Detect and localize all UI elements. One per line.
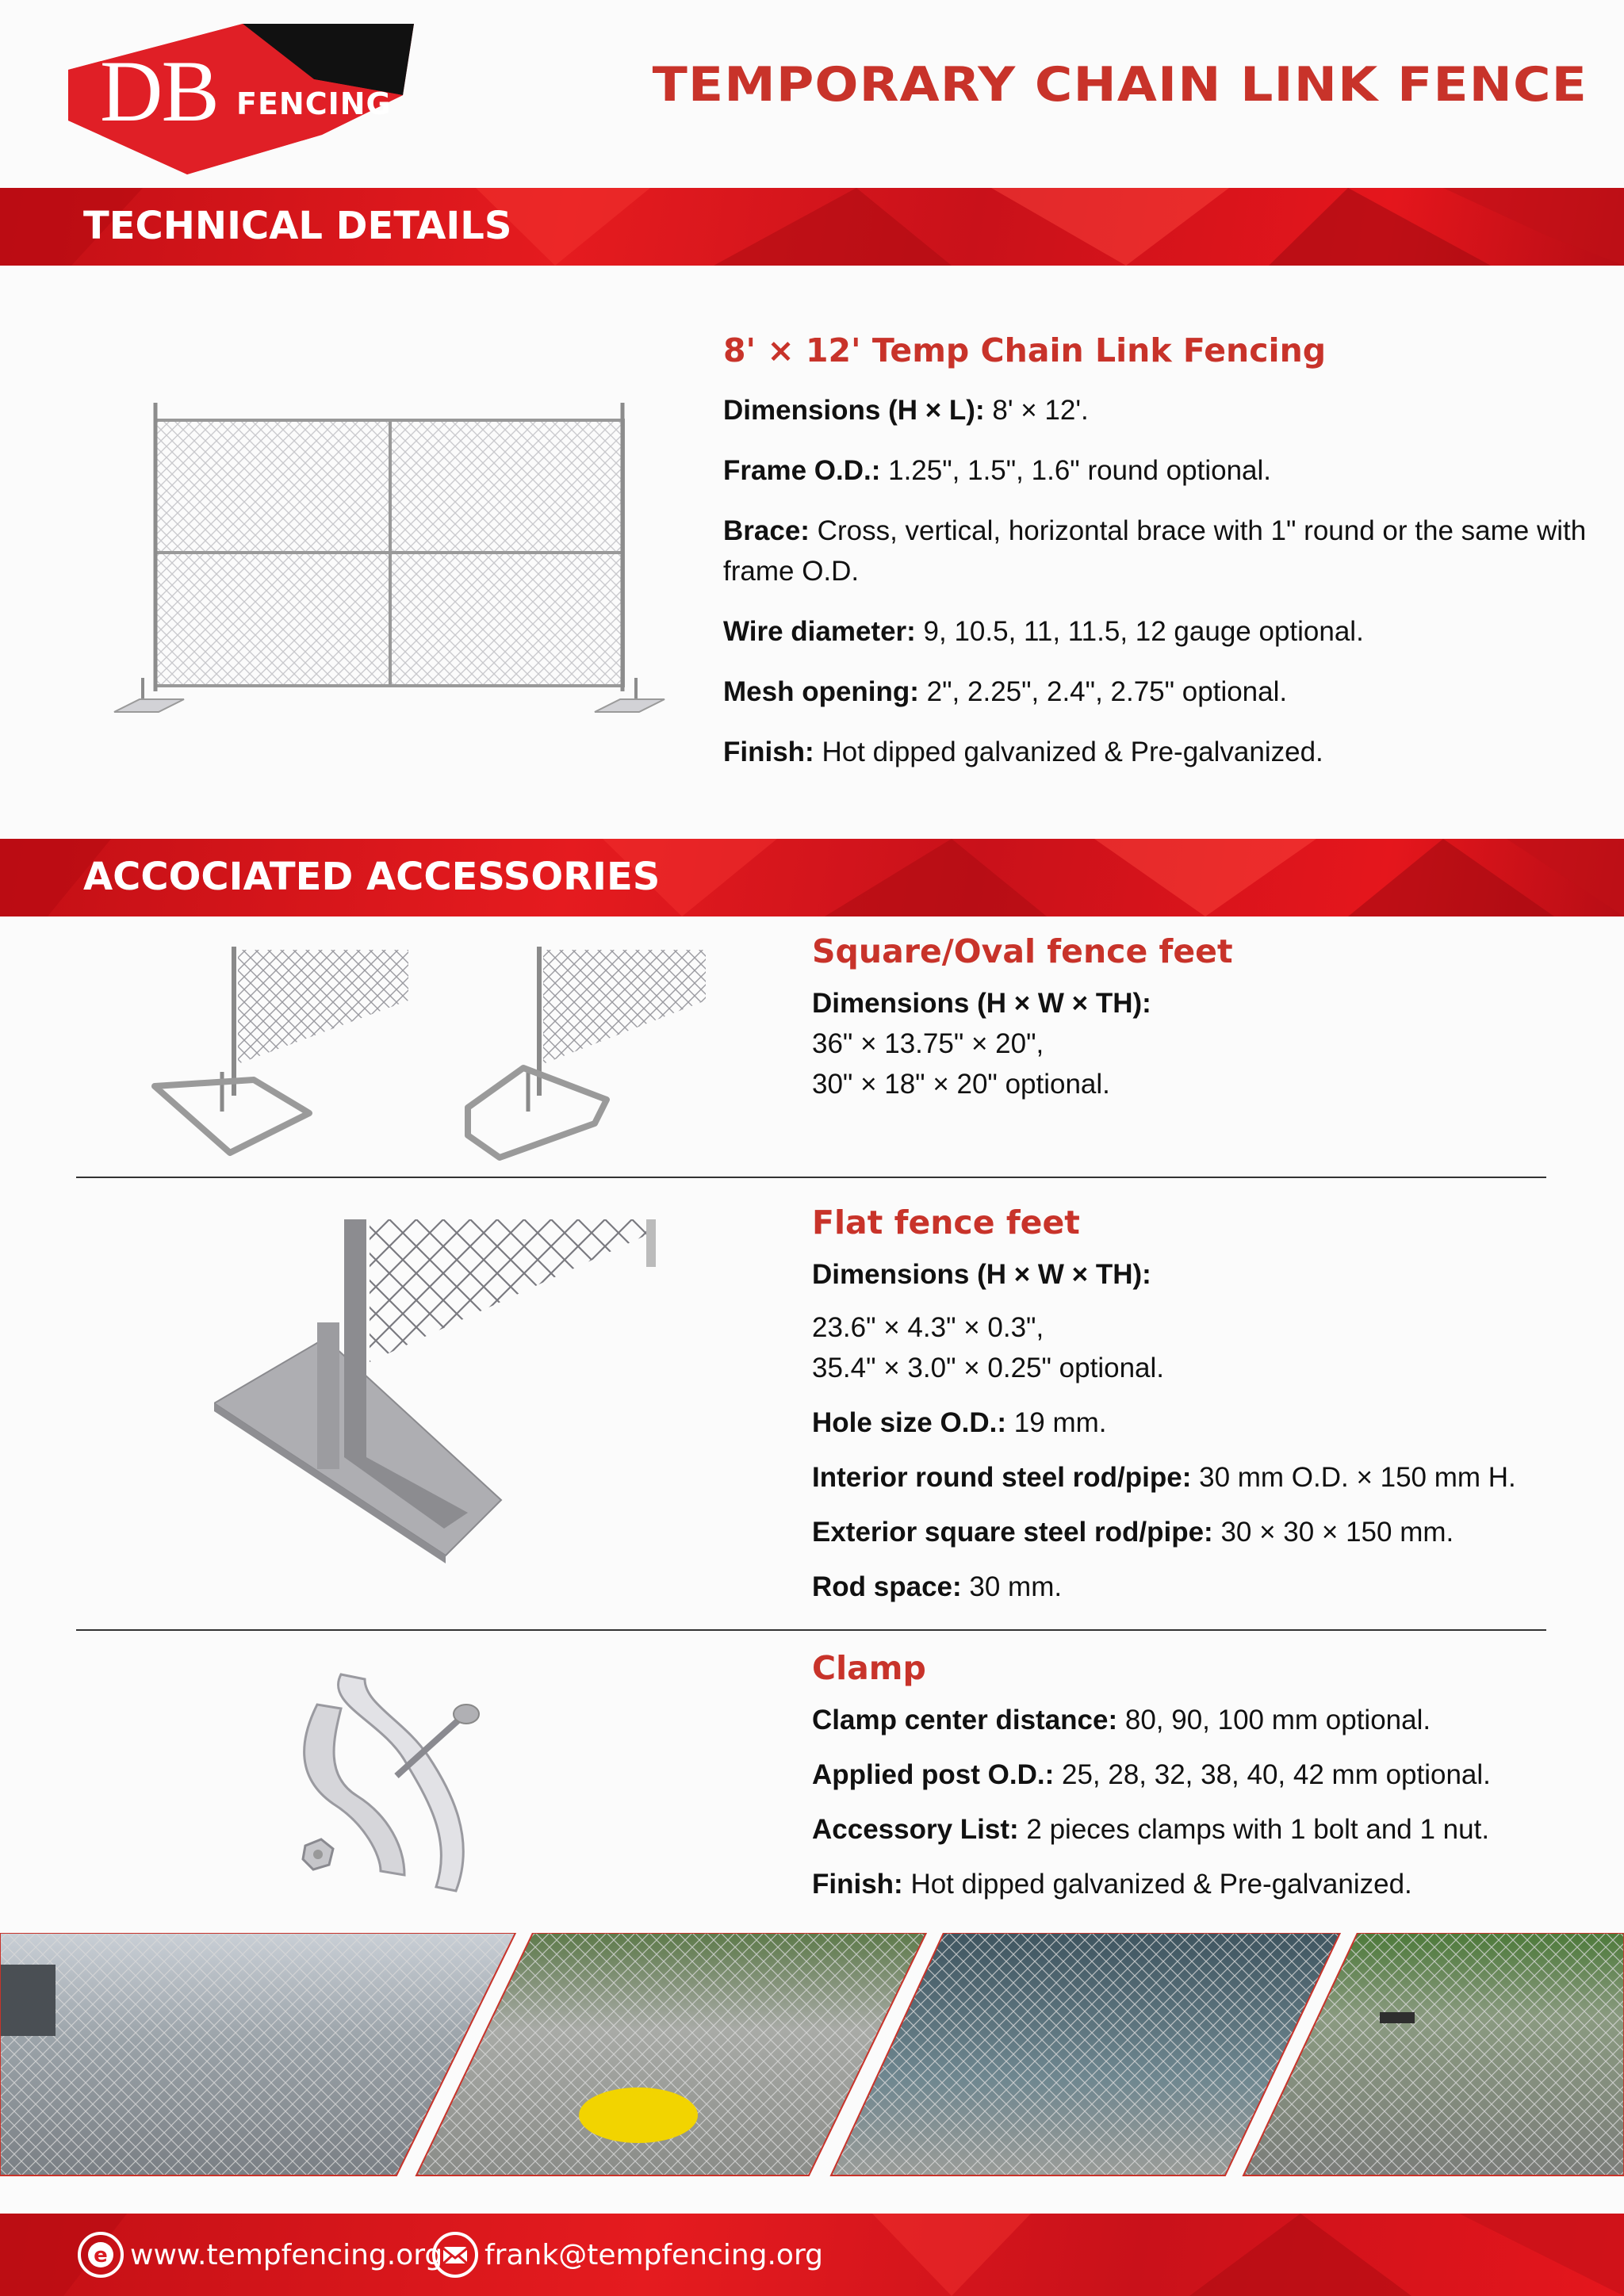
spec-applied-post: Applied post O.D.: 25, 28, 32, 38, 40, 42 mm optional. xyxy=(812,1759,1491,1790)
flat-fence-feet-title: Flat fence feet xyxy=(812,1203,1080,1242)
globe-icon xyxy=(78,2232,124,2278)
accessories-banner xyxy=(0,839,1624,916)
logo-fencing-text: FENCING xyxy=(236,86,392,121)
clamp-title: Clamp xyxy=(812,1649,926,1687)
website-link[interactable]: www.tempfencing.org xyxy=(130,2238,443,2271)
technical-details-title: TECHNICAL DETAILS xyxy=(83,204,512,248)
square-oval-feet-title: Square/Oval fence feet xyxy=(812,932,1233,970)
flat-fence-feet-image xyxy=(214,1219,658,1568)
product-title: 8' × 12' Temp Chain Link Fencing xyxy=(723,331,1327,369)
spec-dimensions: Dimensions (H × L): 8' × 12'. xyxy=(723,395,1089,426)
technical-details-banner xyxy=(0,188,1624,266)
spec-brace: Brace: Cross, vertical, horizontal brace with 1" round or the same with frame O.D. xyxy=(723,515,1587,587)
logo-db-text: DB xyxy=(100,43,218,140)
flat-fence-feet-specs xyxy=(812,1200,1597,1607)
spec-frame-od: Frame O.D.: 1.25", 1.5", 1.6" round optional. xyxy=(723,455,1272,486)
feet-dimensions-line1: 36" × 13.75" × 20", xyxy=(812,1028,1044,1059)
spec-interior-rod: Interior round steel rod/pipe: 30 mm O.D. × 150 mm H. xyxy=(812,1462,1516,1493)
document-title: TEMPORARY CHAIN LINK FENCE xyxy=(652,57,1588,113)
spec-mesh-opening: Mesh opening: 2", 2.25", 2.4", 2.75" optional. xyxy=(723,676,1288,707)
mail-icon xyxy=(432,2232,478,2278)
spec-clamp-finish: Finish: Hot dipped galvanized & Pre-galvanized. xyxy=(812,1869,1412,1900)
technical-specs xyxy=(723,328,1588,772)
svg-text:e: e xyxy=(94,2244,108,2267)
spec-finish: Finish: Hot dipped galvanized & Pre-galvanized. xyxy=(723,737,1323,767)
spec-accessory-list: Accessory List: 2 pieces clamps with 1 bolt and 1 nut. xyxy=(812,1814,1490,1845)
installation-photo-strip xyxy=(0,1933,1624,2180)
clamp-specs xyxy=(812,1646,1597,1904)
flat-dimensions-line1: 23.6" × 4.3" × 0.3", xyxy=(812,1312,1044,1343)
section-divider xyxy=(76,1177,1546,1178)
section-divider xyxy=(76,1629,1546,1631)
footer-website[interactable] xyxy=(78,2231,442,2279)
spec-clamp-center: Clamp center distance: 80, 90, 100 mm optional. xyxy=(812,1705,1431,1735)
square-oval-feet-specs xyxy=(812,929,1573,1104)
flat-dimensions-values xyxy=(812,1307,1597,1388)
flat-dimensions-label: Dimensions (H × W × TH): xyxy=(812,1259,1151,1290)
clamp-image xyxy=(285,1665,555,1903)
spec-wire-diameter: Wire diameter: 9, 10.5, 11, 11.5, 12 gauge optional. xyxy=(723,616,1364,647)
company-logo xyxy=(68,24,414,174)
spec-exterior-rod: Exterior square steel rod/pipe: 30 × 30 × 150 mm. xyxy=(812,1517,1454,1548)
email-link[interactable]: frank@tempfencing.org xyxy=(485,2238,823,2271)
flat-dimensions-line2: 35.4" × 3.0" × 0.25" optional. xyxy=(812,1353,1164,1383)
accessories-title: ACCOCIATED ACCESSORIES xyxy=(83,855,661,899)
square-oval-feet-image xyxy=(143,945,714,1167)
spec-hole-size: Hole size O.D.: 19 mm. xyxy=(812,1407,1107,1438)
fence-panel-image xyxy=(111,396,666,721)
feet-dimensions-line2: 30" × 18" × 20" optional. xyxy=(812,1069,1110,1100)
footer-bar xyxy=(0,2214,1624,2296)
feet-dimensions-label: Dimensions (H × W × TH): xyxy=(812,988,1151,1019)
spec-rod-space: Rod space: 30 mm. xyxy=(812,1571,1063,1602)
footer-email[interactable] xyxy=(432,2231,823,2279)
